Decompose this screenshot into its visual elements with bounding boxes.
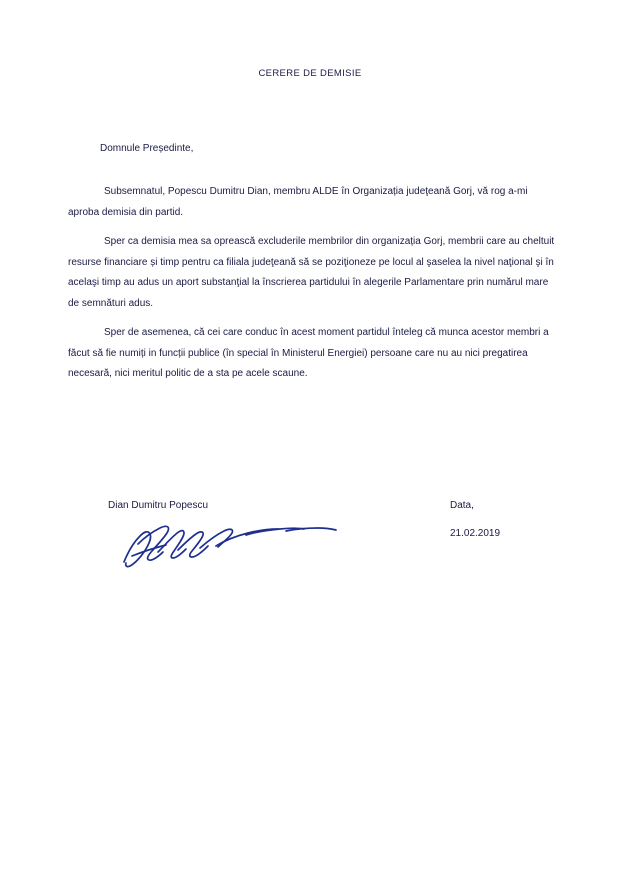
document-body [68, 182, 555, 394]
signature-name: Dian Dumitru Popescu [108, 500, 209, 511]
body-paragraph-1: Subsemnatul, Popescu Dumitru Dian, membru ALDE în Organizația judeţeană Gorj, vă rog a-mi aproba demisia din partid. [68, 186, 528, 218]
date-label: Data, [450, 500, 474, 511]
body-paragraph-2: Sper ca demisia mea sa oprească excluderile membrilor din organizația Gorj, membrii care au cheltuit resurse financiare și timp pentru ca filiala judeţeană să se poziţioneze pe locul al şaselea la nivel naţional şi în acelaşi timp au adus un aport substanţial la înscrierea partidului în alegerile Parlamentare prin numărul mare de semnături adus. [68, 236, 555, 309]
body-paragraph-3: Sper de asemenea, că cei care conduc în acest moment partidul înteleg că munca acestor membri a făcut să fie numiți in funcții publice (în special în Ministerul Energiei) persoane care nu au nici pregatirea necesară, nici meritul politic de a sta pe acele scaune. [68, 327, 549, 379]
handwritten-signature-icon [118, 508, 338, 578]
salutation-line: Domnule Președinte, [100, 143, 194, 154]
date-value: 21.02.2019 [450, 528, 501, 539]
page-title: CERERE DE DEMISIE [258, 68, 362, 79]
